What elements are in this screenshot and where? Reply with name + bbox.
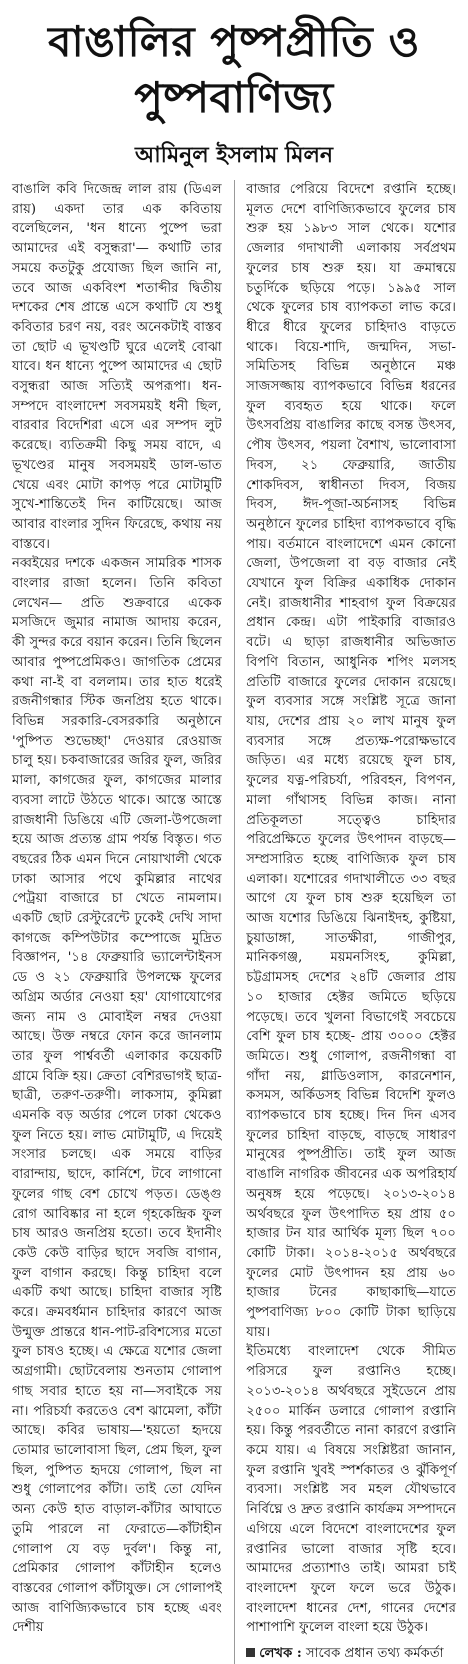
left-column: [12, 180, 222, 1664]
square-bullet-icon: [246, 1648, 255, 1657]
paragraph: বাজার পেরিয়ে বিদেশে রপ্তানি হচ্ছে। মূলত দেশে বাণিজ্যিকভাবে ফুলের চাষ শুরু হয় ১৯৮৩ সাল থেকে। যশোর জেলার গদাখালী এলাকায় সর্বপ্রথম ফুলের চাষ শুরু হয়। যা ক্রমান্বয়ে চতুর্দিকে ছড়িয়ে পড়ে। ১৯৯৫ সাল থেকে ফুলের চাষ ব্যাপকতা লাভ করে। ধীরে ধীরে ফুলের চাহিদাও বাড়তে থাকে। বিয়ে-শাদি, জন্মদিন, সভা-সমিতিসহ বিভিন্ন অনুষ্ঠানে মঞ্চ সাজসজ্জায় ব্যাপকভাবে বিভিন্ন ধরনের ফুল ব্যবহৃত হয়ে থাকে। ফলে উৎসবপ্রিয় বাঙালির কাছে বসন্ত উৎসব, পৌষ উৎসব, পয়লা বৈশাখ, ভালোবাসা দিবস, ২১ ফেব্রুয়ারি, জাতীয় শোকদিবস, স্বাধীনতা দিবস, বিজয় দিবস, ঈদ-পূজা-অর্চনাসহ বিভিন্ন অনুষ্ঠানে ফুলের চাহিদা ব্যাপকভাবে বৃদ্ধি পায়। বর্তমানে বাংলাদেশে এমন কোনো জেলা, উপজেলা বা বড় বাজার নেই যেখানে ফুল বিক্রির একাধিক দোকান নেই। রাজধানীর শাহবাগ ফুল বিক্রয়ের প্রধান কেন্দ্র। এটা পাইকারি বাজারও বটে। এ ছাড়া রাজধানীর অভিজাত বিপণি বিতান, আধুনিক শপিং মলসহ প্রতিটি বাজারে ফুলের দোকান রয়েছে। ফুল ব্যবসার সঙ্গে সংশ্লিষ্ট সূত্রে জানা যায়, দেশের প্রায় ২০ লাখ মানুষ ফুল ব্যবসার সঙ্গে প্রত্যক্ষ-পরোক্ষভাবে জড়িত। এর মধ্যে রয়েছে ফুল চাষ, ফুলের যত্ন-পরিচর্যা, পরিবহন, বিপণন, মালা গাঁথাসহ বিভিন্ন কাজ। নানা প্রতিকূলতা সত্ত্বেও চাহিদার পরিপ্রেক্ষিতে ফুলের উৎপাদন বাড়ছে— সম্প্রসারিত হচ্ছে বাণিজ্যিক ফুল চাষ এলাকা। যশোরের গদাখালীতে ৩৩ বছর আগে যে ফুল চাষ শুরু হয়েছিল তা আজ যশোর ডিঙিয়ে ঝিনাইদহ, কুষ্টিয়া, চুয়াডাঙ্গা, সাতক্ষীরা, গাজীপুর, মানিকগঞ্জ, ময়মনসিংহ, কুমিল্লা, চট্টগ্রামসহ দেশের ২৪টি জেলার প্রায় ১০ হাজার হেক্টর জমিতে ছড়িয়ে পড়েছে। তবে খুলনা বিভাগেই সবচেয়ে বেশি ফুল চাষ হচ্ছে- প্রায় ৩০০০ হেক্টর জমিতে। শুধু গোলাপ, রজনীগন্ধা বা গাঁদা নয়, গ্লাডিওলাস, কারনেশান, কসমস, অর্কিডসহ বিভিন্ন বিদেশি ফুলও ব্যাপকভাবে চাষ হচ্ছে। দিন দিন এসব ফুলের চাহিদা বাড়ছে, বাড়ছে সাধারণ মানুষের পুষ্পপ্রীতি। তাই ফুল আজ বাঙালি নাগরিক জীবনের এক অপরিহার্য অনুষঙ্গ হয়ে পড়েছে। ২০১৩-২০১৪ অর্থবছরে ফুল উৎপাদিত হয় প্রায় ৫০ হাজার টন যার আর্থিক মূল্য ছিল ৭০০ কোটি টাকা। ২০১৪-২০১৫ অর্থবছরে ফুলের মোট উৎপাদন হয় প্রায় ৬০ হাজার টনের কাছাকাছি—যাতে পুষ্পবাণিজ্য ৮০০ কোটি টাকা ছাড়িয়ে যায়।: [246, 180, 456, 1342]
byline-label: লেখক :: [259, 1646, 302, 1661]
author-name: আমিনুল ইসলাম মিলন: [12, 140, 456, 170]
paragraph: বাঙালি কবি দিজেন্দ্র লাল রায় (ডিএল রায়) একদা তার এক কবিতায় বলেছিলেন, 'ধন ধান্যে পুষ্পে ভরা আমাদের এই বসুন্ধরা'— কথাটি তার সময়ে কতটুকু প্রযোজ্য ছিল জানি না, তবে আজ একবিংশ শতাব্দীর দ্বিতীয় দশকের শেষ প্রান্তে এসে কথাটি যে শুধু কবিতার চরণ নয়, বরং অনেকটাই বাস্তব তা ছোট এ ভূখণ্ডটি ঘুরে এলেই বোঝা যাবে। ধন ধান্যে পুষ্পে আমাদের এ ছোট বসুন্ধরা আজ সত্যিই অপরূপা। ধন-সম্পদে বাংলাদেশ সবসময়ই ধনী ছিল, বারবার বিদেশিরা এসে এর সম্পদ লুট করেছে। ব্যতিক্রমী কিছু সময় বাদে, এ ভূখণ্ডের মানুষ সবসময়ই ডাল-ভাত খেয়ে এবং মোটা কাপড় পরে মোটামুটি সুখে-শান্তিতেই দিন কাটিয়েছে। আজ আবার বাংলার সুদিন ফিরেছে, কথায় নয় বাস্তবে।: [12, 180, 222, 554]
author-byline: [246, 1644, 456, 1664]
title-line-2: পুষ্পবাণিজ্য: [12, 70, 456, 126]
right-column: [246, 180, 456, 1664]
paragraph: ইতিমধ্যে বাংলাদেশ থেকে সীমিত পরিসরে ফুল রপ্তানিও হচ্ছে। ২০১৩-২০১৪ অর্থবছরে সুইডেনে প্রায় ২৫০০ মার্কিন ডলারে গোলাপ রপ্তানি হয়। কিন্তু পরবর্তীতে নানা কারণে রপ্তানি কমে যায়। এ বিষয়ে সংশ্লিষ্টরা জানান, ফুল রপ্তানি খুবই স্পর্শকাতর ও ঝুঁকিপূর্ণ ব্যবসা। সংশ্লিষ্ট সব মহল যৌথভাবে নির্বিঘ্নে ও দ্রুত রপ্তানি কার্যক্রম সম্পাদনে এগিয়ে এলে বিদেশে বাংলাদেশের ফুল রপ্তানির ভালো বাজার সৃষ্টি হবে। আমাদের প্রত্যাশাও তাই। আমরা চাই বাংলাদেশ ফুলে ফলে ভরে উঠুক। বাংলাদেশ ধানের দেশ, গানের দেশের পাশাপাশি ফুলেল বাংলা হয়ে উঠুক।: [246, 1342, 456, 1638]
article-body: [12, 180, 456, 1664]
title-line-1: বাঙালির পুষ্পপ্রীতি ও: [12, 14, 456, 70]
paragraph: নব্বইয়ের দশকে একজন সামরিক শাসক বাংলার রাজা হলেন। তিনি কবিতা লেখেন— প্রতি শুক্রবারে একেক মসজিদে জুমার নামাজ আদায় করেন, কী সুন্দর করে বয়ান করেন। তিনি ছিলেন আবার পুষ্পপ্রেমিকও। জাগতিক প্রেমের কথা না-ই বা বললাম। তার হাত ধরেই রজনীগন্ধার স্টিক জনপ্রিয় হতে থাকে। বিভিন্ন সরকারি-বেসরকারি অনুষ্ঠানে 'পুষ্পিত শুভেচ্ছা' দেওয়ার রেওয়াজ চালু হয়। চকবাজারের জরির ফুল, জরির মালা, কাগজের ফুল, কাগজের মালার ব্যবসা লাটে উঠতে থাকে। আস্তে আস্তে রাজধানী ডিঙিয়ে এটি জেলা-উপজেলা হয়ে আজ প্রত্যন্ত গ্রাম পর্যন্ত বিস্তৃত। গত বছরের ঠিক এমন দিনে নোয়াখালী থেকে ঢাকা আসার পথে কুমিল্লার নাথের পেট্রয়া বাজারে চা খেতে নামলাম। একটি ছোট রেস্টুরেন্টে ঢুকেই দেখি সাদা কাগজে কম্পিউটার কম্পোজে মুদ্রিত বিজ্ঞাপন, '১৪ ফেব্রুয়ারি ভ্যালেন্টাইনস ডে ও ২১ ফেব্রুয়ারি উপলক্ষে ফুলের অগ্রিম অর্ডার নেওয়া হয়' যোগাযোগের জন্য নাম ও মোবাইল নম্বর দেওয়া আছে। উক্ত নম্বরে ফোন করে জানলাম তার ফুল পার্শ্ববর্তী এলাকার কয়েকটি গ্রামে বিক্রি হয়। ক্রেতা বেশিরভাগই ছাত্র-ছাত্রী, তরুণ-তরুণী। লাকসাম, কুমিল্লা এমনকি বড় অর্ডার পেলে ঢাকা থেকেও ফুল নিতে হয়। লাভ মোটামুটি, এ দিয়েই সংসার চলছে। এক সময়ে বাড়ির বারান্দায়, ছাদে, কার্নিশে, টবে লাগানো ফুলের গাছ বেশ চোখে পড়ত। ডেঙ্গু রোগ আবিষ্কার না হলে গৃহকেন্দ্রিক ফুল চাষ আরও জনপ্রিয় হতো। তবে ইদানীং কেউ কেউ বাড়ির ছাদে সবজি বাগান, ফুল বাগান করছে। কিন্তু চাহিদা বলে একটি কথা আছে। চাহিদা বাজার সৃষ্টি করে। ক্রমবর্ধমান চাহিদার কারণে আজ উন্মুক্ত প্রান্তরে ধান-পাট-রবিশস্যের মতো ফুল চাষও হচ্ছে। এ ক্ষেত্রে যশোর জেলা অগ্রগামী। ছোটবেলায় শুনতাম গোলাপ গাছ সবার হাতে হয় না—সবাইকে সয় না। পরিচর্যা করতেও বেশ ঝামেলা, কাঁটা আছে। কবির ভাষায়—'হয়তো হৃদয়ে তোমার ভালোবাসা ছিল, প্রেম ছিল, ফুল ছিল, পুষ্পিত হৃদয়ে গোলাপ, ছিল না শুধু গোলাপের কাঁটা। তাই তো যেদিন অন্য কেউ হাত বাড়াল-কাঁটার আঘাতে তুমি পারলে না ফেরাতে—কাঁটাহীন গোলাপ যে বড় দুর্বল'। কিন্তু না, প্রেমিকার গোলাপ কাঁটাহীন হলেও বাস্তবের গোলাপ কাঁটাযুক্ত। সে গোলাপই আজ বাণিজ্যিকভাবে চাষ হচ্ছে এবং দেশীয়: [12, 554, 222, 1638]
article-title: [12, 14, 456, 126]
byline-text: সাবেক প্রধান তথ্য কর্মকর্তা: [306, 1646, 444, 1661]
